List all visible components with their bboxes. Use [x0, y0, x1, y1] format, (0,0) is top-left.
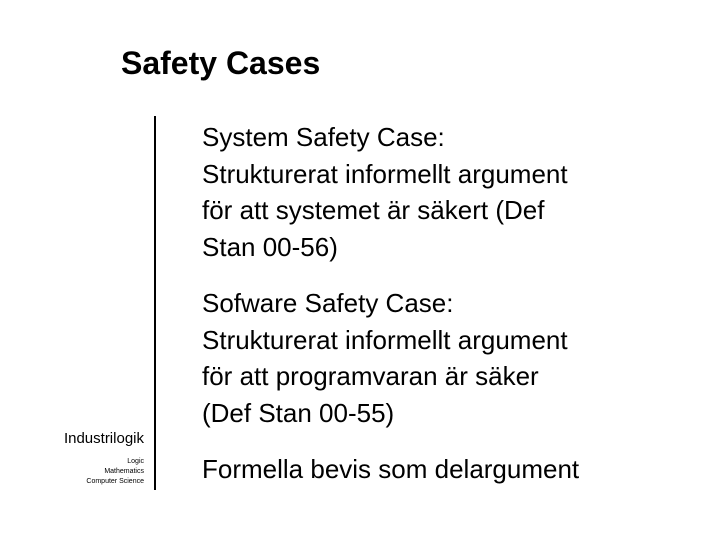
brand-subtitle-logic: Logic — [127, 458, 144, 465]
slide-body — [202, 119, 712, 488]
paragraph-software-safety-case: Sofware Safety Case: Strukturerat informellt argument för att programvaran är säker (Def Stan 00-55) — [202, 288, 568, 428]
brand-subtitle-mathematics: Mathematics — [104, 468, 144, 475]
paragraph-system-safety-case: System Safety Case: Strukturerat informellt argument för att systemet är säkert (Def Stan 00-56) — [202, 122, 568, 262]
brand-subtitle-computer-science: Computer Science — [86, 478, 144, 485]
slide-title: Safety Cases — [121, 45, 321, 81]
vertical-divider — [154, 116, 156, 490]
brand-name: Industrilogik — [63, 430, 144, 447]
paragraph-formal-proofs: Formella bevis som delargument — [202, 454, 580, 484]
